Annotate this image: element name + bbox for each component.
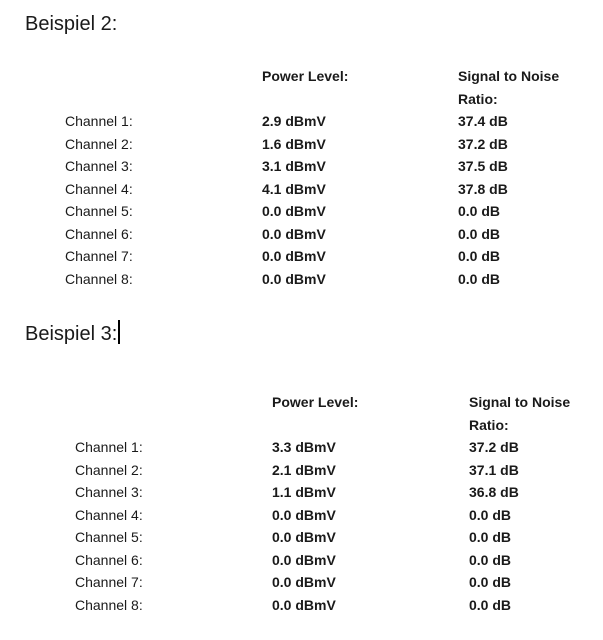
snr-value: 0.0 dB [458,203,501,219]
table-row [0,268,603,291]
power-level-header: Power Level: [262,68,349,84]
power-value: 0.0 dBmV [272,551,336,568]
table-row [0,245,603,268]
power-value: 2.1 dBmV [272,461,336,478]
snr-header-line2: Ratio: [469,416,509,433]
snr-value: 0.0 dB [469,551,512,568]
channel-label: Channel 1: [65,113,133,129]
snr-value: 0.0 dB [458,225,501,242]
power-value: 0.0 dBmV [272,574,336,590]
power-level-header: Power Level: [272,394,359,410]
table-row [0,155,603,178]
snr-value: 37.1 dB [469,461,519,478]
channel-label: Channel 8: [65,270,133,287]
channel-label: Channel 5: [75,529,143,545]
example-3-heading: Beispiel 3: [25,323,118,345]
power-value: 0.0 dBmV [272,506,336,523]
table-row [0,436,603,459]
snr-value: 0.0 dB [458,248,501,264]
snr-value: 0.0 dB [469,506,512,523]
channel-label: Channel 8: [75,596,143,613]
channel-label: Channel 6: [65,225,133,242]
channel-label: Channel 5: [65,203,133,219]
table-row [0,223,603,246]
power-value: 2.9 dBmV [262,113,326,129]
table-row [0,504,603,527]
table-row [0,133,603,156]
table-row [0,481,603,504]
table-row [0,178,603,201]
snr-value: 37.2 dB [458,135,508,152]
table-row [0,526,603,549]
power-value: 0.0 dBmV [272,529,336,545]
power-value: 0.0 dBmV [262,270,326,287]
snr-value: 36.8 dB [469,484,519,500]
snr-value: 37.5 dB [458,158,508,174]
snr-value: 0.0 dB [469,596,512,613]
table-row [0,200,603,223]
snr-value: 37.8 dB [458,180,508,197]
table-row [0,549,603,572]
table-row [0,594,603,617]
power-value: 0.0 dBmV [262,225,326,242]
table-row [0,571,603,594]
channel-label: Channel 3: [75,484,143,500]
channel-label: Channel 2: [65,135,133,152]
example-2-heading: Beispiel 2: [25,13,118,35]
power-value: 1.6 dBmV [262,135,326,152]
power-value: 3.3 dBmV [272,439,336,455]
snr-value: 37.4 dB [458,113,508,129]
channel-label: Channel 4: [65,180,133,197]
channel-label: Channel 2: [75,461,143,478]
snr-header-line2: Ratio: [458,90,498,107]
power-value: 4.1 dBmV [262,180,326,197]
channel-label: Channel 7: [65,248,133,264]
power-value: 3.1 dBmV [262,158,326,174]
table-row [0,110,603,133]
snr-value: 0.0 dB [469,574,512,590]
snr-value: 37.2 dB [469,439,519,455]
table-row [0,459,603,482]
channel-label: Channel 7: [75,574,143,590]
channel-label: Channel 3: [65,158,133,174]
power-value: 0.0 dBmV [272,596,336,613]
power-value: 0.0 dBmV [262,203,326,219]
power-value: 1.1 dBmV [272,484,336,500]
power-value: 0.0 dBmV [262,248,326,264]
example-3-heading-line[interactable] [25,320,120,346]
snr-value: 0.0 dB [469,529,512,545]
channel-label: Channel 4: [75,506,143,523]
snr-header-line1: Signal to Noise [469,394,571,410]
channel-label: Channel 1: [75,439,143,455]
snr-header-line1: Signal to Noise [458,68,560,84]
channel-label: Channel 6: [75,551,143,568]
snr-value: 0.0 dB [458,270,501,287]
text-cursor [118,320,120,344]
